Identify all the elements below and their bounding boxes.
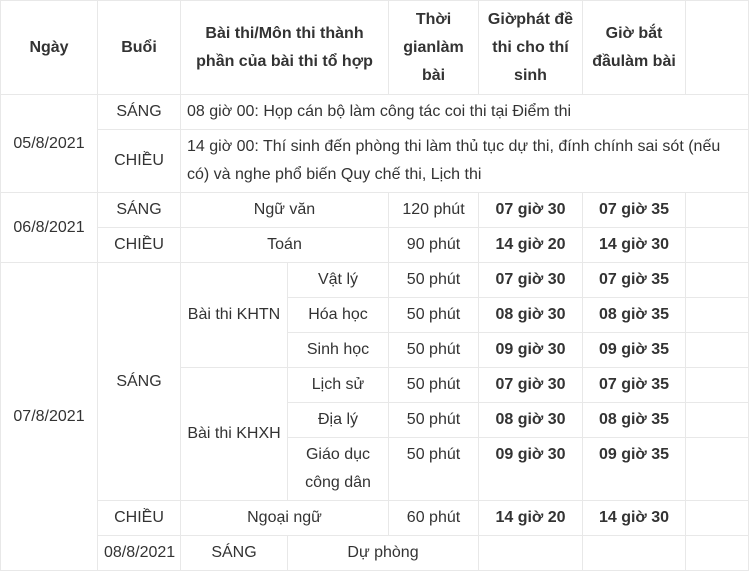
start-cell [686, 536, 749, 571]
note-cell: 08 giờ 00: Họp cán bộ làm công tác coi thi tại Điểm thi [181, 95, 749, 130]
start-cell [583, 333, 686, 368]
handout-time: 07 giờ 30 [495, 376, 566, 393]
empty-cell [686, 298, 749, 333]
header-date: Ngày [1, 1, 98, 95]
duration-cell: 50 phút [389, 403, 479, 438]
handout-cell [479, 368, 583, 403]
date-cell: 06/8/2021 [1, 193, 98, 263]
date-cell: 08/8/2021 [98, 536, 181, 571]
group-cell: Bài thi KHTN [181, 263, 288, 368]
session-cell: SÁNG [98, 263, 181, 501]
handout-cell [479, 228, 583, 263]
subject-cell: Sinh học [288, 333, 389, 368]
group-cell: Bài thi KHXH [181, 368, 288, 501]
subject-cell: Lịch sử [288, 368, 389, 403]
handout-cell [479, 263, 583, 298]
header-start: Giờ bắt đầulàm bài [583, 1, 686, 95]
handout-cell [479, 501, 583, 536]
header-exam: Bài thi/Môn thi thành phần của bài thi tổ hợp [181, 1, 389, 95]
subject-cell: Ngoại ngữ [181, 501, 389, 536]
empty-cell [686, 501, 749, 536]
handout-cell [479, 298, 583, 333]
empty-cell [686, 333, 749, 368]
empty-cell [686, 438, 749, 501]
start-time: 07 giờ 35 [598, 376, 670, 393]
duration-cell: 50 phút [389, 263, 479, 298]
date-cell: 05/8/2021 [1, 95, 98, 193]
empty-cell [686, 368, 749, 403]
handout-cell [479, 333, 583, 368]
empty-cell [686, 228, 749, 263]
session-cell: SÁNG [181, 536, 288, 571]
session-cell: CHIỀU [98, 130, 181, 193]
empty-cell [686, 263, 749, 298]
start-time: 14 giờ 30 [598, 509, 670, 526]
subject-cell: Địa lý [288, 403, 389, 438]
start-cell [583, 403, 686, 438]
start-cell [583, 298, 686, 333]
table-row [1, 95, 749, 130]
start-cell [583, 228, 686, 263]
handout-cell [583, 536, 686, 571]
header-handout: Giờphát đề thi cho thí sinh [479, 1, 583, 95]
handout-cell [479, 193, 583, 228]
start-time: 07 giờ 35 [598, 271, 670, 288]
subject-cell: Vật lý [288, 263, 389, 298]
start-cell [583, 368, 686, 403]
start-time: 09 giờ 35 [598, 341, 670, 358]
start-cell [583, 263, 686, 298]
table-row [1, 501, 749, 536]
duration-cell: 50 phút [389, 298, 479, 333]
handout-time: 09 giờ 30 [495, 341, 566, 358]
header-empty [686, 1, 749, 95]
session-cell: CHIỀU [98, 501, 181, 536]
subject-cell: Dự phòng [288, 536, 479, 571]
header-row [1, 1, 749, 95]
note-cell: 14 giờ 00: Thí sinh đến phòng thi làm thủ tục dự thi, đính chính sai sót (nếu có) và nghe phổ biến Quy chế thi, Lịch thi [181, 130, 749, 193]
start-cell [583, 193, 686, 228]
date-cell: 07/8/2021 [1, 263, 98, 571]
duration-cell: 90 phút [389, 228, 479, 263]
handout-time: 07 giờ 30 [495, 271, 566, 288]
duration-cell: 120 phút [389, 193, 479, 228]
duration-cell: 60 phút [389, 501, 479, 536]
handout-cell [479, 403, 583, 438]
duration-cell: 50 phút [389, 333, 479, 368]
table-row [1, 193, 749, 228]
handout-time: 09 giờ 30 [495, 446, 566, 463]
handout-cell [479, 438, 583, 501]
table-row [1, 130, 749, 193]
handout-time: 08 giờ 30 [495, 411, 566, 428]
start-time: 09 giờ 35 [598, 446, 670, 463]
subject-cell: Hóa học [288, 298, 389, 333]
subject-cell: Toán [181, 228, 389, 263]
start-time: 07 giờ 35 [598, 201, 670, 218]
empty-cell [686, 193, 749, 228]
handout-time: 14 giờ 20 [495, 509, 566, 526]
duration-cell: 50 phút [389, 368, 479, 403]
handout-time: 07 giờ 30 [495, 201, 566, 218]
handout-time: 08 giờ 30 [495, 306, 566, 323]
handout-time: 14 giờ 20 [495, 236, 566, 253]
start-time: 08 giờ 35 [598, 306, 670, 323]
duration-cell [479, 536, 583, 571]
header-session: Buổi [98, 1, 181, 95]
table-row [1, 228, 749, 263]
start-cell [583, 438, 686, 501]
duration-cell: 50 phút [389, 438, 479, 501]
subject-cell: Ngữ văn [181, 193, 389, 228]
start-time: 08 giờ 35 [598, 411, 670, 428]
session-cell: SÁNG [98, 193, 181, 228]
start-cell [583, 501, 686, 536]
session-cell: CHIỀU [98, 228, 181, 263]
start-time: 14 giờ 30 [598, 236, 670, 253]
header-duration: Thời gianlàm bài [389, 1, 479, 95]
session-cell: SÁNG [98, 95, 181, 130]
empty-cell [686, 403, 749, 438]
subject-cell: Giáo dục công dân [288, 438, 389, 501]
table-row [1, 536, 749, 571]
table-row [1, 263, 749, 298]
